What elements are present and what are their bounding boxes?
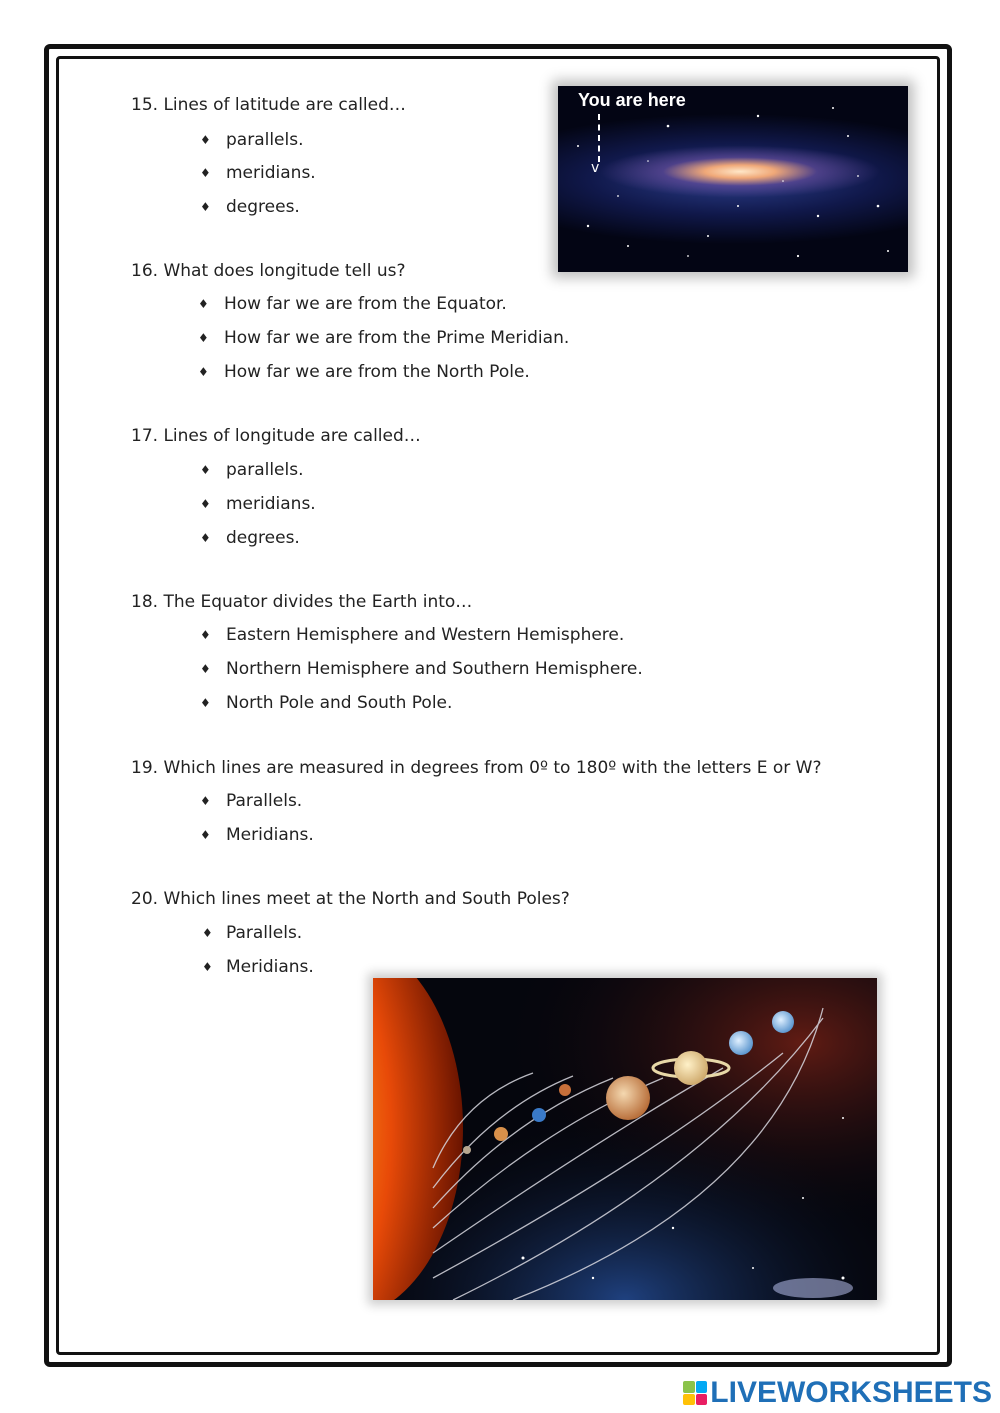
- option-label: How far we are from the Equator.: [224, 294, 507, 314]
- bullet-icon: ♦: [200, 794, 211, 808]
- stars-decoration: [558, 86, 908, 272]
- option-label: Parallels.: [226, 791, 303, 811]
- bullet-icon: ♦: [200, 628, 211, 642]
- bullet-icon: ♦: [200, 497, 211, 511]
- option-label: Eastern Hemisphere and Western Hemisphere.: [226, 625, 625, 645]
- option-label: Parallels.: [226, 923, 303, 943]
- solar-system-illustration: [373, 978, 877, 1300]
- question-17-option-2[interactable]: [200, 494, 316, 514]
- question-19: 19. Which lines are measured in degrees from 0º to 180º with the letters E or W?: [131, 758, 822, 778]
- question-16-option-1[interactable]: [198, 294, 507, 314]
- option-label: Meridians.: [226, 825, 314, 845]
- question-15-option-1[interactable]: [200, 130, 304, 150]
- question-17: 17. Lines of longitude are called…: [131, 426, 421, 446]
- question-16: 16. What does longitude tell us?: [131, 261, 406, 281]
- question-15-option-3[interactable]: [200, 197, 300, 217]
- option-label: Northern Hemisphere and Southern Hemisphere.: [226, 659, 643, 679]
- dashed-arrow: [598, 114, 602, 162]
- option-label: degrees.: [226, 528, 300, 548]
- question-20-option-1[interactable]: [202, 923, 302, 943]
- question-18-option-1[interactable]: [200, 625, 624, 645]
- bullet-icon: ♦: [200, 696, 211, 710]
- bullet-icon: ♦: [200, 166, 211, 180]
- option-label: meridians.: [226, 163, 316, 183]
- question-18: 18. The Equator divides the Earth into…: [131, 592, 473, 612]
- bullet-icon: ♦: [202, 960, 213, 974]
- galaxy-image: [558, 86, 908, 272]
- logo-text: LIVEWORKSHEETS: [710, 1376, 992, 1409]
- solar-system-image: [373, 978, 877, 1300]
- question-20-option-2[interactable]: [202, 957, 314, 977]
- bullet-icon: ♦: [200, 133, 211, 147]
- question-20: 20. Which lines meet at the North and South Poles?: [131, 889, 570, 909]
- question-18-option-2[interactable]: [200, 659, 643, 679]
- question-19-option-2[interactable]: [200, 825, 314, 845]
- option-label: degrees.: [226, 197, 300, 217]
- bullet-icon: ♦: [200, 531, 211, 545]
- bullet-icon: ♦: [200, 200, 211, 214]
- bullet-icon: ♦: [198, 331, 209, 345]
- question-18-option-3[interactable]: [200, 693, 452, 713]
- option-label: parallels.: [226, 460, 304, 480]
- question-15-option-2[interactable]: [200, 163, 316, 183]
- bullet-icon: ♦: [200, 662, 211, 676]
- question-19-option-1[interactable]: [200, 791, 302, 811]
- question-16-option-2[interactable]: [198, 328, 569, 348]
- option-label: meridians.: [226, 494, 316, 514]
- question-17-option-3[interactable]: [200, 528, 300, 548]
- bullet-icon: ♦: [198, 365, 209, 379]
- bullet-icon: ♦: [200, 463, 211, 477]
- bullet-icon: ♦: [198, 297, 209, 311]
- question-16-option-3[interactable]: [198, 362, 530, 382]
- question-17-option-1[interactable]: [200, 460, 304, 480]
- you-are-here-label: You are here: [578, 90, 686, 110]
- bullet-icon: ♦: [202, 926, 213, 940]
- logo-mark-icon: [683, 1381, 707, 1405]
- option-label: How far we are from the North Pole.: [224, 362, 530, 382]
- arrow-head-icon: v: [591, 160, 600, 176]
- option-label: How far we are from the Prime Meridian.: [224, 328, 570, 348]
- question-15: 15. Lines of latitude are called…: [131, 95, 406, 115]
- option-label: Meridians.: [226, 957, 314, 977]
- liveworksheets-logo[interactable]: [683, 1376, 992, 1410]
- bullet-icon: ♦: [200, 828, 211, 842]
- option-label: parallels.: [226, 130, 304, 150]
- option-label: North Pole and South Pole.: [226, 693, 453, 713]
